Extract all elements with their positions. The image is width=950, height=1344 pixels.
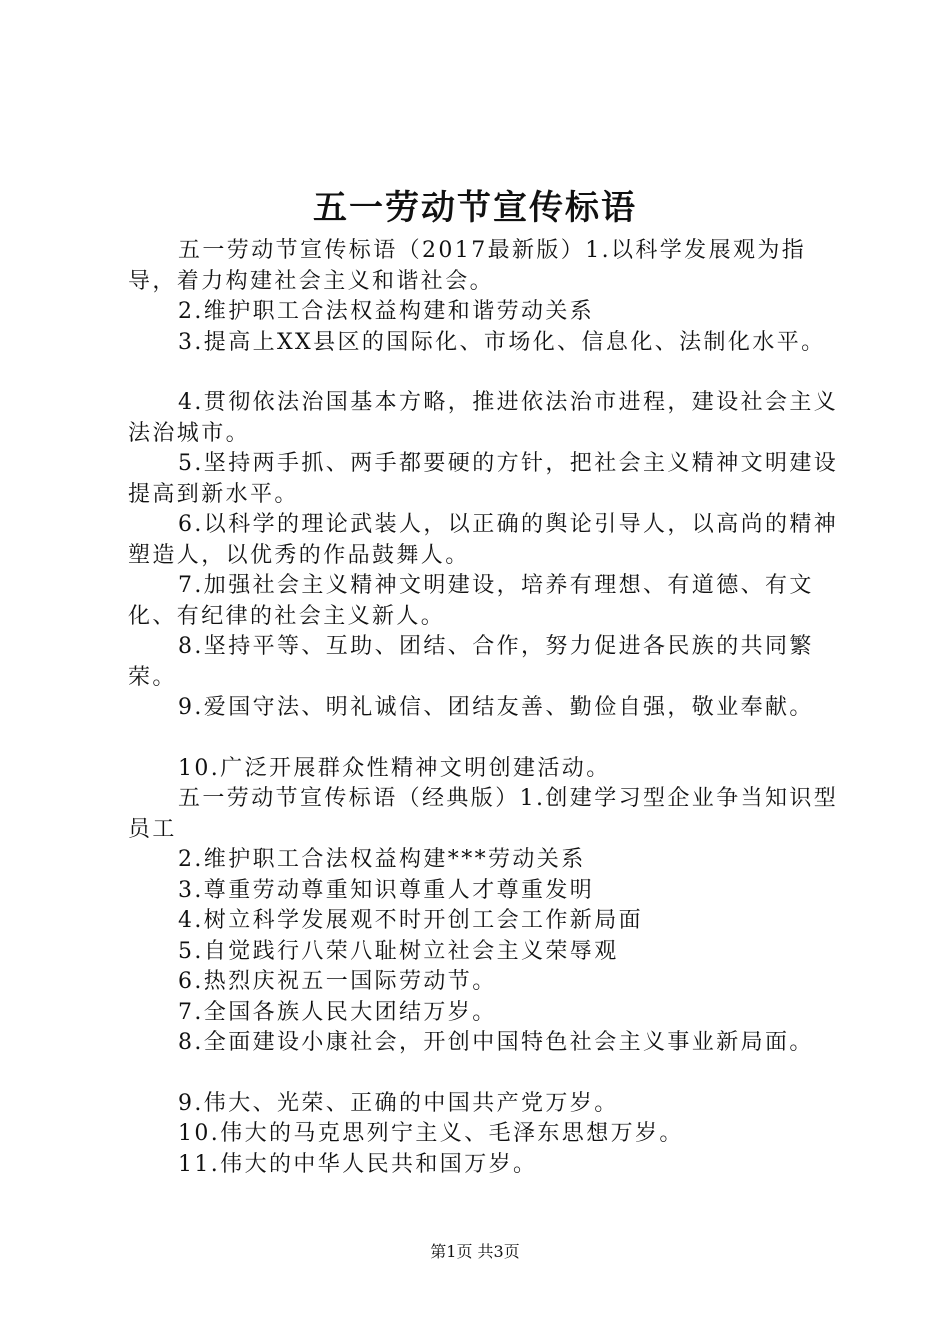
paragraph: 4.贯彻依法治国基本方略，推进依法治市进程，建设社会主义法治城市。 bbox=[128, 390, 839, 446]
paragraph: 10.伟大的马克思列宁主义、毛泽东思想万岁。 bbox=[178, 1121, 684, 1146]
paragraph: 4.树立科学发展观不时开创工会工作新局面 bbox=[178, 908, 643, 933]
paragraph: 五一劳动节宣传标语（2017最新版）1.以科学发展观为指导，着力构建社会主义和谐社会。 bbox=[128, 238, 807, 294]
paragraph: 6.以科学的理论武装人，以正确的舆论引导人，以高尚的精神塑造人，以优秀的作品鼓舞人。 bbox=[128, 512, 839, 568]
paragraph: 2.维护职工合法权益构建***劳动关系 bbox=[178, 847, 586, 872]
paragraph: 7.加强社会主义精神文明建设，培养有理想、有道德、有文化、有纪律的社会主义新人。 bbox=[128, 573, 814, 629]
page-title: 五一劳动节宣传标语 bbox=[313, 188, 637, 228]
paragraph: 五一劳动节宣传标语（经典版）1.创建学习型企业争当知识型员工 bbox=[128, 786, 839, 842]
paragraph: 5.坚持两手抓、两手都要硬的方针，把社会主义精神文明建设提高到新水平。 bbox=[128, 451, 839, 507]
paragraph: 2.维护职工合法权益构建和谐劳动关系 bbox=[178, 299, 595, 324]
paragraph: 5.自觉践行八荣八耻树立社会主义荣辱观 bbox=[178, 938, 619, 964]
paragraph: 3.尊重劳动尊重知识尊重人才尊重发明 bbox=[178, 877, 595, 903]
paragraph: 10.广泛开展群众性精神文明创建活动。 bbox=[178, 755, 611, 781]
page-footer: 第1页 共3页 bbox=[430, 1242, 520, 1261]
paragraph: 8.全面建设小康社会，开创中国特色社会主义事业新局面。 bbox=[178, 1030, 814, 1055]
document-body bbox=[128, 236, 840, 1180]
paragraph: 8.坚持平等、互助、团结、合作，努力促进各民族的共同繁荣。 bbox=[128, 634, 814, 690]
paragraph: 7.全国各族人民大团结万岁。 bbox=[178, 999, 497, 1025]
paragraph: 9.爱国守法、明礼诚信、团结友善、勤俭自强，敬业奉献。 bbox=[178, 695, 814, 720]
paragraph: 9.伟大、光荣、正确的中国共产党万岁。 bbox=[178, 1090, 619, 1116]
paragraph: 11.伟大的中华人民共和国万岁。 bbox=[178, 1151, 538, 1177]
paragraph: 6.热烈庆祝五一国际劳动节。 bbox=[178, 969, 497, 994]
paragraph: 3.提高上XX县区的国际化、市场化、信息化、法制化水平。 bbox=[178, 329, 826, 355]
